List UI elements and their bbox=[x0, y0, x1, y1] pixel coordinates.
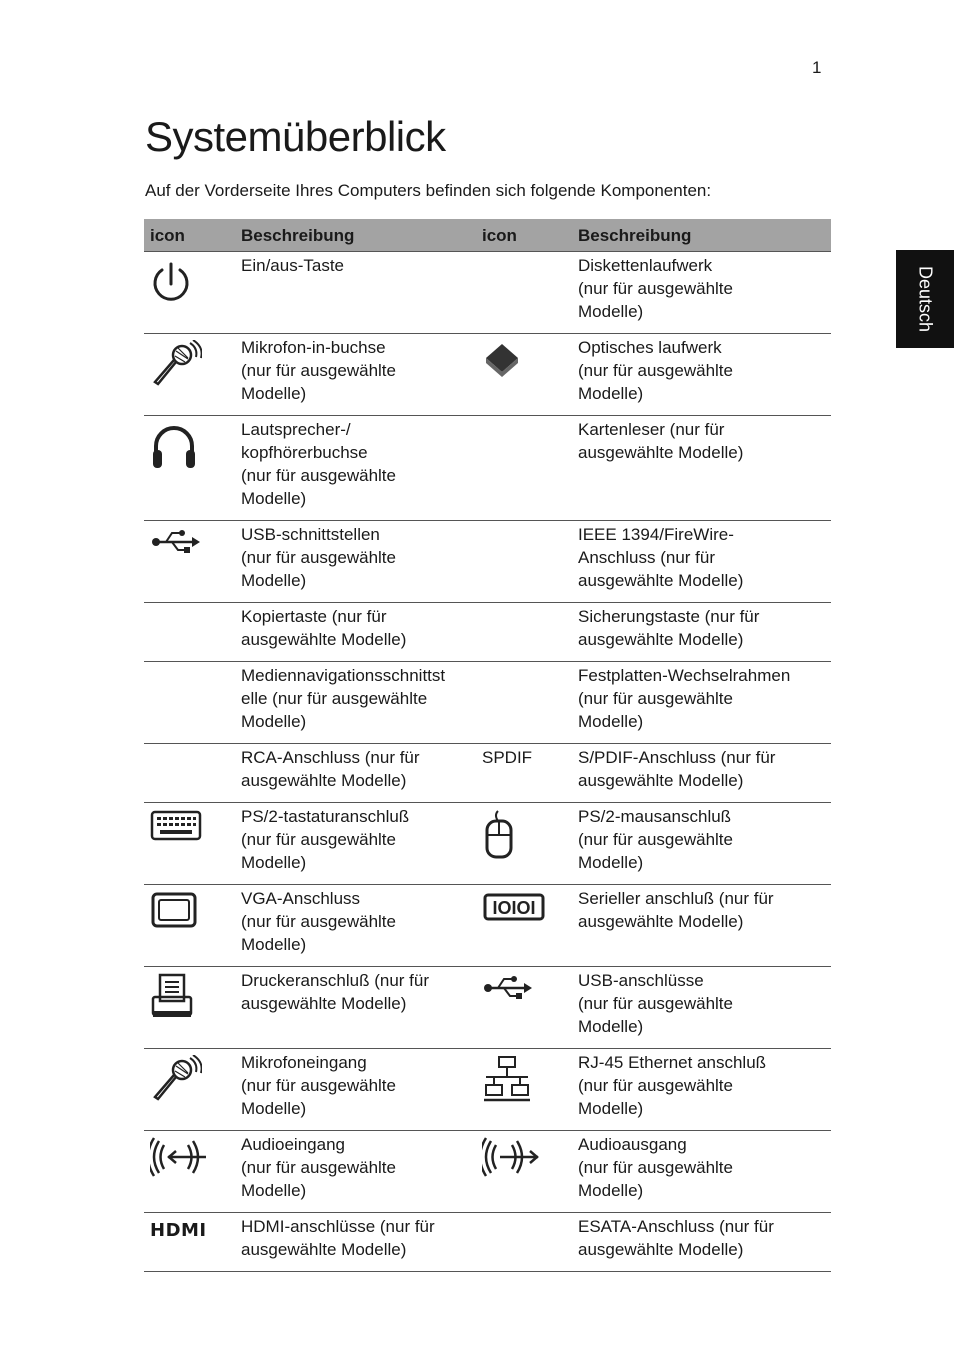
right-description: PS/2-mausanschluß (nur für ausgewählte Modelle) bbox=[572, 803, 831, 885]
right-icon-cell bbox=[476, 662, 572, 744]
right-icon-cell bbox=[476, 252, 572, 334]
right-description: Optisches laufwerk (nur für ausgewählte Modelle) bbox=[572, 334, 831, 416]
right-description: Kartenleser (nur für ausgewählte Modelle) bbox=[572, 416, 831, 521]
table-row bbox=[144, 803, 831, 885]
header-description-left: Beschreibung bbox=[235, 219, 476, 252]
table-row bbox=[144, 1049, 831, 1131]
table-row bbox=[144, 252, 831, 334]
printer-icon bbox=[150, 973, 229, 1021]
left-description: Ein/aus-Taste bbox=[235, 252, 476, 334]
right-icon-cell bbox=[476, 521, 572, 603]
right-description: IEEE 1394/FireWire- Anschluss (nur für ausgewählte Modelle) bbox=[572, 521, 831, 603]
right-icon-cell bbox=[476, 1049, 572, 1131]
right-icon-cell bbox=[476, 603, 572, 662]
left-icon-cell bbox=[144, 334, 235, 416]
page-number: 1 bbox=[812, 58, 822, 77]
table-row bbox=[144, 521, 831, 603]
header-icon-left: icon bbox=[144, 219, 235, 252]
table-row bbox=[144, 603, 831, 662]
left-icon-cell bbox=[144, 252, 235, 334]
right-icon-cell bbox=[476, 334, 572, 416]
left-icon-cell bbox=[144, 803, 235, 885]
table-row bbox=[144, 885, 831, 967]
spdif-label-icon: SPDIF bbox=[482, 748, 533, 767]
right-icon-cell bbox=[476, 885, 572, 967]
right-description: Audioausgang (nur für ausgewählte Modelle) bbox=[572, 1131, 831, 1213]
table-row bbox=[144, 334, 831, 416]
table-row bbox=[144, 1213, 831, 1272]
left-description: Mediennavigationsschnittst elle (nur für ausgewählte Modelle) bbox=[235, 662, 476, 744]
monitor-icon bbox=[150, 891, 229, 929]
left-description: Lautsprecher-/ kopfhörerbuchse (nur für ausgewählte Modelle) bbox=[235, 416, 476, 521]
right-description: S/PDIF-Anschluss (nur für ausgewählte Modelle) bbox=[572, 744, 831, 803]
microphone-icon bbox=[150, 340, 229, 388]
left-icon-cell bbox=[144, 1049, 235, 1131]
left-icon-cell bbox=[144, 744, 235, 803]
left-description: Mikrofoneingang (nur für ausgewählte Modelle) bbox=[235, 1049, 476, 1131]
usb-icon bbox=[482, 973, 566, 1003]
right-icon-cell bbox=[476, 744, 572, 803]
left-icon-cell bbox=[144, 416, 235, 521]
microphone-icon bbox=[150, 1055, 229, 1103]
optical-drive-icon bbox=[482, 340, 566, 380]
headphones-icon bbox=[150, 422, 229, 472]
power-icon bbox=[150, 258, 229, 306]
right-description: Diskettenlaufwerk (nur für ausgewählte Modelle) bbox=[572, 252, 831, 334]
keyboard-icon bbox=[150, 809, 229, 843]
left-description: HDMI-anschlüsse (nur für ausgewählte Modelle) bbox=[235, 1213, 476, 1272]
left-description: Kopiertaste (nur für ausgewählte Modelle) bbox=[235, 603, 476, 662]
right-description: Festplatten-Wechselrahmen (nur für ausgewählte Modelle) bbox=[572, 662, 831, 744]
left-icon-cell bbox=[144, 1213, 235, 1272]
serial-port-icon bbox=[482, 891, 566, 923]
right-description: USB-anschlüsse (nur für ausgewählte Modelle) bbox=[572, 967, 831, 1049]
table-row bbox=[144, 967, 831, 1049]
table-row bbox=[144, 662, 831, 744]
left-icon-cell bbox=[144, 662, 235, 744]
left-description: PS/2-tastaturanschluß (nur für ausgewählte Modelle) bbox=[235, 803, 476, 885]
left-icon-cell bbox=[144, 603, 235, 662]
left-description: USB-schnittstellen (nur für ausgewählte Modelle) bbox=[235, 521, 476, 603]
right-description: Serieller anschluß (nur für ausgewählte Modelle) bbox=[572, 885, 831, 967]
right-icon-cell bbox=[476, 1213, 572, 1272]
header-description-right: Beschreibung bbox=[572, 219, 831, 252]
left-description: RCA-Anschluss (nur für ausgewählte Modelle) bbox=[235, 744, 476, 803]
left-icon-cell bbox=[144, 885, 235, 967]
page-title: Systemüberblick bbox=[145, 113, 446, 160]
mouse-icon bbox=[482, 809, 566, 861]
table-header-row bbox=[144, 219, 831, 252]
left-icon-cell bbox=[144, 1131, 235, 1213]
audio-out-icon bbox=[482, 1137, 566, 1177]
language-tab bbox=[896, 250, 954, 348]
header-icon-right: icon bbox=[476, 219, 572, 252]
right-description: RJ-45 Ethernet anschluß (nur für ausgewählte Modelle) bbox=[572, 1049, 831, 1131]
right-description: Sicherungstaste (nur für ausgewählte Modelle) bbox=[572, 603, 831, 662]
left-description: Audioeingang (nur für ausgewählte Modelle) bbox=[235, 1131, 476, 1213]
language-tab-label: Deutsch bbox=[915, 265, 936, 333]
left-icon-cell bbox=[144, 521, 235, 603]
table-row bbox=[144, 416, 831, 521]
table-row bbox=[144, 744, 831, 803]
components-table bbox=[144, 219, 831, 1272]
right-icon-cell bbox=[476, 416, 572, 521]
right-icon-cell bbox=[476, 803, 572, 885]
table-row bbox=[144, 1131, 831, 1213]
usb-icon bbox=[150, 527, 229, 557]
right-icon-cell bbox=[476, 967, 572, 1049]
hdmi-label-icon: HDMI bbox=[150, 1220, 207, 1241]
left-description: VGA-Anschluss (nur für ausgewählte Modelle) bbox=[235, 885, 476, 967]
audio-in-icon bbox=[150, 1137, 229, 1177]
svg-text:IOIOI: IOIOI bbox=[492, 898, 536, 918]
left-icon-cell bbox=[144, 967, 235, 1049]
left-description: Druckeranschluß (nur für ausgewählte Modelle) bbox=[235, 967, 476, 1049]
right-description: ESATA-Anschluss (nur für ausgewählte Modelle) bbox=[572, 1213, 831, 1272]
left-description: Mikrofon-in-buchse (nur für ausgewählte Modelle) bbox=[235, 334, 476, 416]
intro-text: Auf der Vorderseite Ihres Computers befinden sich folgende Komponenten: bbox=[145, 181, 712, 200]
network-icon bbox=[482, 1055, 566, 1103]
right-icon-cell bbox=[476, 1131, 572, 1213]
